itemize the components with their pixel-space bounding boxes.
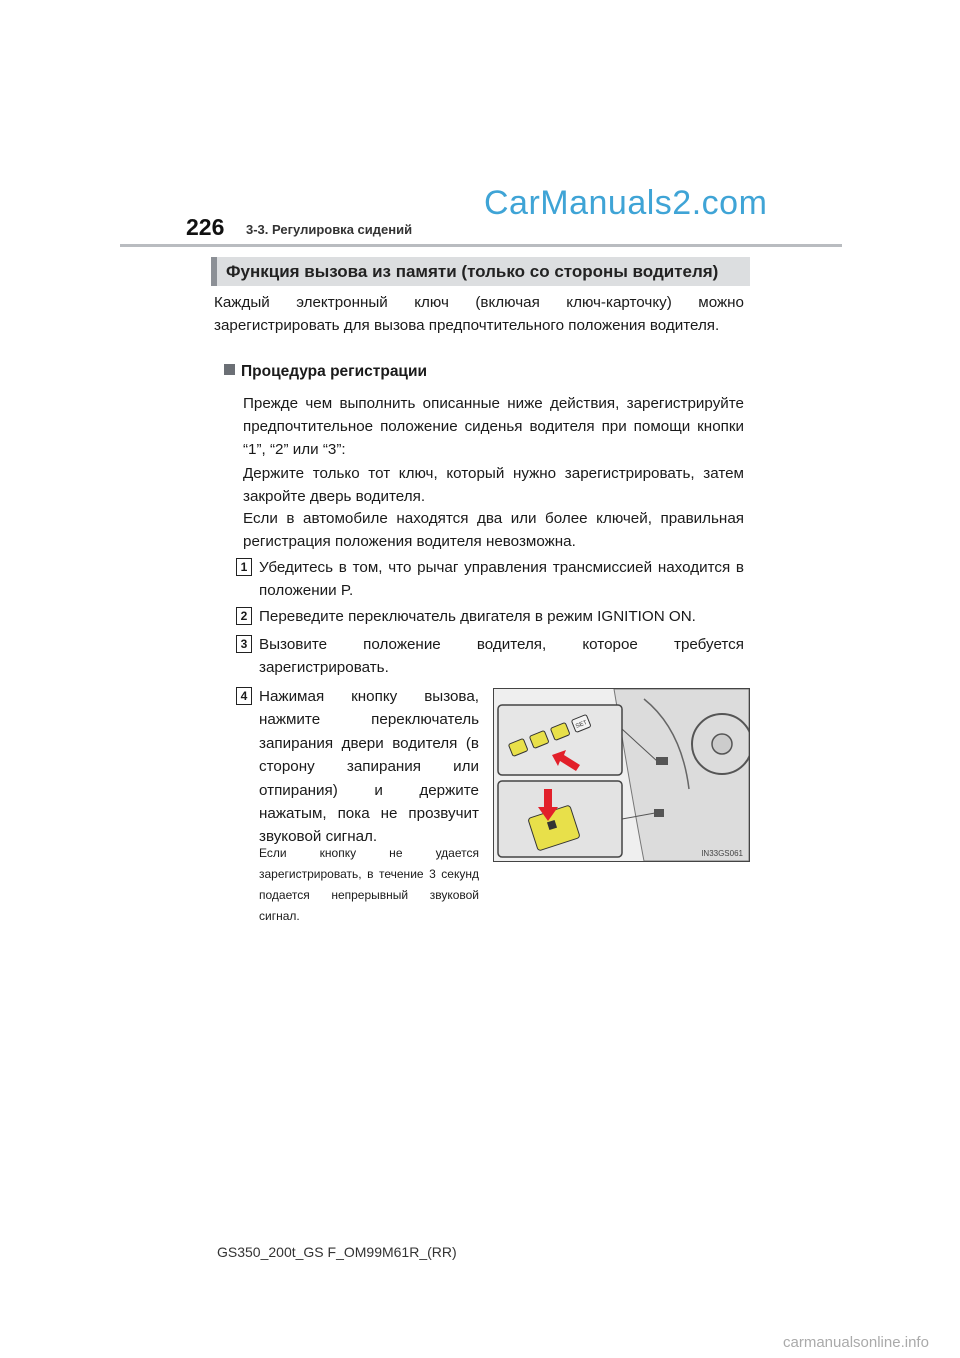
step-number-2: 2 — [236, 607, 252, 625]
memory-switch-callout-icon — [656, 757, 668, 765]
procedure-heading — [224, 363, 427, 381]
before-paragraph: Прежде чем выполнить описанные ниже действия, зарегистрируйте предпочтительное положение сиденья водителя при помощи кнопки “1”, “2” или “3”: — [243, 395, 744, 458]
set-button-label: SET — [575, 719, 589, 730]
watermark-bottom[interactable]: carmanualsonline.info — [783, 1334, 929, 1351]
step-text-2: Переведите переключатель двигателя в режим IGNITION ON. — [259, 608, 696, 625]
chapter-title: 3-3. Регулировка сидений — [246, 222, 413, 237]
section-title: Функция вызова из памяти (только со стороны водителя) — [226, 262, 719, 281]
header-rule — [120, 244, 842, 247]
intro-paragraph: Каждый электронный ключ (включая ключ-карточку) можно зарегистрировать для вызова предпочтительного положения водителя. — [214, 294, 744, 334]
lock-switch-callout-icon — [654, 809, 664, 817]
door-panel-illustration — [493, 688, 750, 862]
steering-hub-icon — [712, 734, 732, 754]
two-keys-paragraph: Если в автомобиле находятся два или более ключей, правильная регистрация положения водителя невозможна. — [243, 510, 744, 550]
memory-buttons-inset — [498, 705, 622, 775]
step-number-1: 1 — [236, 558, 252, 576]
hold-key-paragraph: Держите только тот ключ, который нужно зарегистрировать, затем закройте дверь водителя. — [243, 465, 744, 505]
step-number-4: 4 — [236, 687, 252, 705]
step-text-3: Вызовите положение водителя, которое требуется зарегистрировать. — [259, 636, 744, 676]
watermark-top[interactable]: CarManuals2.com — [484, 184, 768, 222]
footer-model-code: GS350_200t_GS F_OM99M61R_(RR) — [217, 1244, 457, 1260]
note-paragraph: Если кнопку не удается зарегистрировать, в течение 3 секунд подается непрерывный звуковой сигнал. — [259, 846, 479, 923]
square-bullet-icon — [224, 364, 235, 375]
step-text-1: Убедитесь в том, что рычаг управления трансмиссией находится в положении P. — [259, 559, 744, 599]
step-text-4: Нажимая кнопку вызова, нажмите переключатель запирания двери водителя (в сторону запирания или отпирания) и держите нажатым, пока не прозвучит звуковой сигнал. — [259, 688, 479, 846]
procedure-heading-text: Процедура регистрации — [241, 363, 428, 380]
step-number-3: 3 — [236, 635, 252, 653]
figure-code: IN33GS061 — [701, 849, 743, 858]
door-panel-drawing — [494, 689, 749, 861]
section-banner — [211, 257, 750, 286]
page-number: 226 — [186, 214, 225, 240]
